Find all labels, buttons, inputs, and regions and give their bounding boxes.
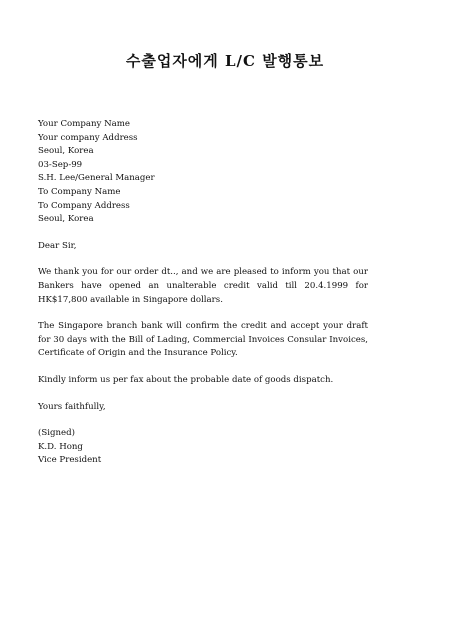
body-paragraph-1: We thank you for our order dt.., and we are pleased to inform you that our Bankers have opened an unalterable credit valid till 20.4.1999 for HK$17,800 available in Singapore dollars. <box>38 267 368 305</box>
letter-body <box>38 118 368 468</box>
document-title: 수출업자에게 L/C 발행통보 <box>125 52 325 70</box>
sender-company-name: Your Company Name <box>38 119 130 129</box>
spacer <box>38 388 368 401</box>
sender-city: Seoul, Korea <box>38 146 94 157</box>
signatory-name: K.D. Hong <box>38 441 83 452</box>
sender-address: Your company Address <box>38 132 138 143</box>
spacer <box>38 227 368 240</box>
signed-note: (Signed) <box>38 428 75 439</box>
spacer <box>38 307 368 320</box>
recipient-address: To Company Address <box>38 200 130 211</box>
spacer <box>38 361 368 374</box>
body-paragraph-3: Kindly inform us per fax about the probable date of goods dispatch. <box>38 374 334 385</box>
letter-date: 03-Sep-99 <box>38 159 83 170</box>
recipient-company-name: To Company Name <box>38 186 121 197</box>
signatory-position: Vice President <box>38 455 102 466</box>
salutation: Dear Sir, <box>38 240 77 251</box>
attention-line: S.H. Lee/General Manager <box>38 173 155 184</box>
spacer <box>38 253 368 266</box>
body-paragraph-2: The Singapore branch bank will confirm the credit and accept your draft for 30 days with the Bill of Lading, Commercial Invoices Consular Invoices, Certificate of Origin and the Insurance Policy. <box>38 321 368 359</box>
closing: Yours faithfully, <box>38 401 106 412</box>
spacer <box>38 414 368 427</box>
recipient-city: Seoul, Korea <box>38 214 94 225</box>
